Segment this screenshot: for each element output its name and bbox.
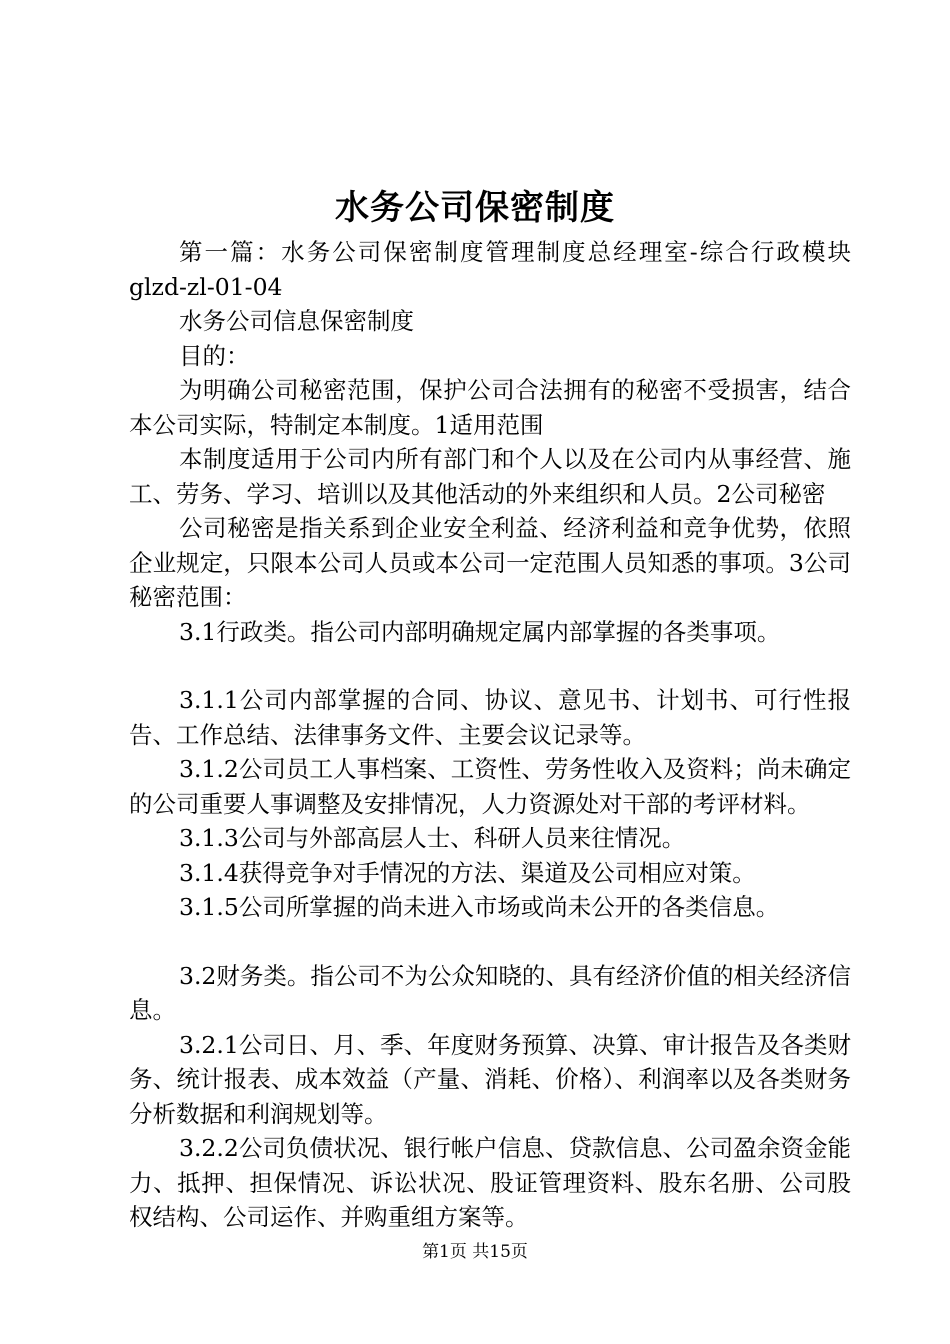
paragraph-scope: 本制度适用于公司内所有部门和个人以及在公司内从事经营、施工、劳务、学习、培训以及其他活动的外来组织和人员。2公司秘密: [129, 445, 851, 508]
paragraph-purpose-label: 目的：: [179, 341, 250, 370]
document-body: [129, 235, 851, 1235]
paragraph-3-1: 3.1行政类。指公司内部明确规定属内部掌握的各类事项。: [179, 617, 781, 646]
paragraph-3-2: 3.2财务类。指公司不为公众知晓的、具有经济价值的相关经济信息。: [129, 961, 851, 1024]
document-title: 水务公司保密制度: [335, 188, 615, 228]
paragraph-company-secret: 公司秘密是指关系到企业安全利益、经济利益和竞争优势，依照企业规定，只限本公司人员或本公司一定范围人员知悉的事项。3公司秘密范围：: [129, 514, 851, 611]
paragraph-3-1-5: 3.1.5公司所掌握的尚未进入市场或尚未公开的各类信息。: [179, 893, 780, 921]
paragraph-chapter-heading: 第一篇：水务公司保密制度管理制度总经理室-综合行政模块glzd-zl-01-04: [129, 238, 851, 301]
page-number-footer: 第1页 共15页: [422, 1242, 528, 1262]
paragraph-3-1-2: 3.1.2公司员工人事档案、工资性、劳务性收入及资料；尚未确定的公司重要人事调整及安排情况，人力资源处对干部的考评材料。: [129, 755, 851, 818]
paragraph-3-2-2: 3.2.2公司负债状况、银行帐户信息、贷款信息、公司盈余资金能力、抵押、担保情况、诉讼状况、股证管理资料、股东名册、公司股权结构、公司运作、并购重组方案等。: [129, 1134, 851, 1231]
paragraph-3-1-1: 3.1.1公司内部掌握的合同、协议、意见书、计划书、可行性报告、工作总结、法律事务文件、主要会议记录等。: [129, 686, 851, 749]
paragraph-subtitle: 水务公司信息保密制度: [179, 307, 414, 335]
paragraph-3-1-4: 3.1.4获得竞争对手情况的方法、渠道及公司相应对策。: [179, 858, 756, 887]
paragraph-purpose: 为明确公司秘密范围，保护公司合法拥有的秘密不受损害，结合本公司实际，特制定本制度。1适用范围: [129, 376, 851, 439]
paragraph-3-2-1: 3.2.1公司日、月、季、年度财务预算、决算、审计报告及各类财务、统计报表、成本效益（产量、消耗、价格）、利润率以及各类财务分析数据和利润规划等。: [129, 1030, 851, 1128]
paragraph-3-1-3: 3.1.3公司与外部高层人士、科研人员来往情况。: [179, 824, 686, 852]
